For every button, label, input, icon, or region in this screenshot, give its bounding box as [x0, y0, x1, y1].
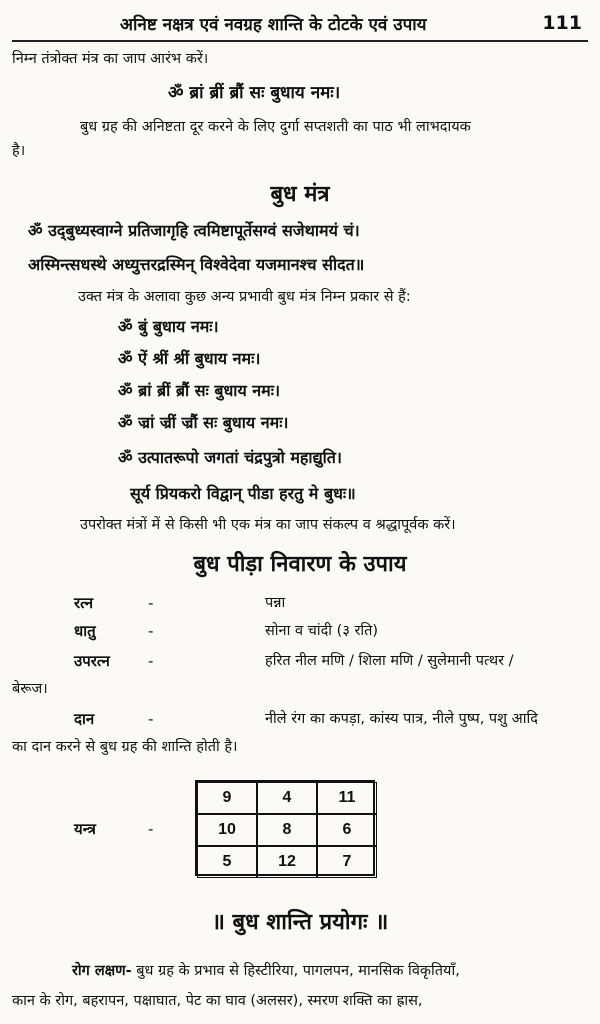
- page-number: 111: [542, 12, 582, 34]
- yantra-grid: [195, 780, 375, 876]
- remedy-value-daan: नीले रंग का कपड़ा, कांस्य पात्र, नीले पुष्प, पशु आदि: [265, 711, 538, 727]
- rog-lakshan-text: बुध ग्रह के प्रभाव से हिस्टीरिया, पागलपन, मानसिक विकृतियाँ,: [136, 963, 460, 979]
- mantra-closing-line: उपरोक्त मंत्रों में से किसी भी एक मंत्र का जाप संकल्प व श्रद्धापूर्वक करें।: [80, 517, 456, 533]
- mantra-item: ॐ ब्रां ब्रीं ब्रौं सः बुधाय नमः।: [118, 381, 281, 400]
- yantra-label: यन्त्र: [74, 820, 96, 838]
- yantra-cell: 4: [257, 782, 317, 814]
- remedy-label-dhatu: धातु: [74, 622, 96, 640]
- remedy-label-ratna: रत्न: [74, 594, 94, 612]
- shanti-prayog-heading: ॥ बुध शान्ति प्रयोगः ॥: [211, 910, 389, 935]
- intro-paragraph-line-1: बुध ग्रह की अनिष्टता दूर करने के लिए दुर्गा सप्तशती का पाठ भी लाभदायक: [80, 119, 471, 135]
- remedy-label-daan: दान: [74, 710, 95, 728]
- remedy-dash: -: [148, 622, 154, 640]
- mantra-item: ॐ ज्रां ज्रीं ज्रौं सः बुधाय नमः।: [118, 413, 289, 432]
- remedy-value-upratna-continued: बेरूज।: [12, 681, 48, 697]
- yantra-cell: 11: [317, 782, 377, 814]
- yantra-cell: 6: [317, 814, 377, 846]
- remedy-label-upratna: उपरत्न: [74, 652, 110, 670]
- yantra-cell: 8: [257, 814, 317, 846]
- other-mantras-intro: उक्त मंत्र के अलावा कुछ अन्य प्रभावी बुध मंत्र निम्न प्रकार से हैं:: [78, 289, 411, 305]
- page-header: [12, 8, 588, 38]
- budh-mantra-heading: बुध मंत्र: [270, 182, 330, 207]
- intro-mantra: ॐ ब्रां ब्रीं ब्रौं सः बुधाय नमः।: [168, 83, 341, 103]
- yantra-cell: 12: [257, 846, 317, 878]
- yantra-cell: 10: [197, 814, 257, 846]
- yantra-dash: -: [148, 820, 154, 838]
- remedies-heading: बुध पीड़ा निवारण के उपाय: [193, 552, 407, 577]
- running-title: अनिष्ट नक्षत्र एवं नवग्रह शान्ति के टोटके एवं उपाय: [120, 15, 427, 35]
- yantra-cell: 5: [197, 846, 257, 878]
- intro-line: निम्न तंत्रोक्त मंत्र का जाप आरंभ करें।: [12, 51, 209, 67]
- vedic-mantra-line-1: ॐ उद्‌बुध्यस्वाग्ने प्रतिजागृहि त्वमिष्टापूर्तेसग्वं सजेथामयं चं।: [28, 221, 360, 240]
- remedy-value-ratna: पन्ना: [265, 595, 286, 611]
- remedy-value-upratna: हरित नील मणि / शिला मणि / सुलेमानी पत्थर /: [265, 653, 514, 669]
- mantra-item: सूर्य प्रियकरो विद्वान्‌ पीडा हरतु मे बुधः॥: [130, 484, 356, 503]
- mantra-item: ॐ बुं बुधाय नमः।: [118, 317, 219, 336]
- rog-lakshan-line-1: [72, 960, 460, 982]
- remedy-dash: -: [148, 594, 154, 612]
- yantra-cell: 9: [197, 782, 257, 814]
- rog-lakshan-line-2: कान के रोग, बहरापन, पक्षाघात, पेट का घाव (अलसर), स्मरण शक्ति का ह्रास,: [12, 993, 423, 1009]
- remedy-value-dhatu: सोना व चांदी (३ रति): [265, 623, 379, 639]
- rog-lakshan-label: रोग लक्षण-: [72, 963, 132, 979]
- remedy-value-daan-continued: का दान करने से बुध ग्रह की शान्ति होती है।: [12, 739, 238, 755]
- remedy-dash: -: [148, 652, 154, 670]
- mantra-item: ॐ ऐं श्रीं श्रीं बुधाय नमः।: [118, 349, 261, 368]
- yantra-cell: 7: [317, 846, 377, 878]
- mantra-item: ॐ उत्पातरूपो जगतां चंद्रपुत्रो महाद्युति।: [118, 448, 342, 467]
- remedy-dash: -: [148, 710, 154, 728]
- header-rule: [12, 40, 588, 42]
- vedic-mantra-line-2: अस्मिन्त्सधस्थे अध्युत्तरद्रस्मिन्‌ विश्वेदेवा यजमानश्च सीदत॥: [28, 255, 365, 274]
- intro-paragraph-line-2: है।: [12, 143, 26, 159]
